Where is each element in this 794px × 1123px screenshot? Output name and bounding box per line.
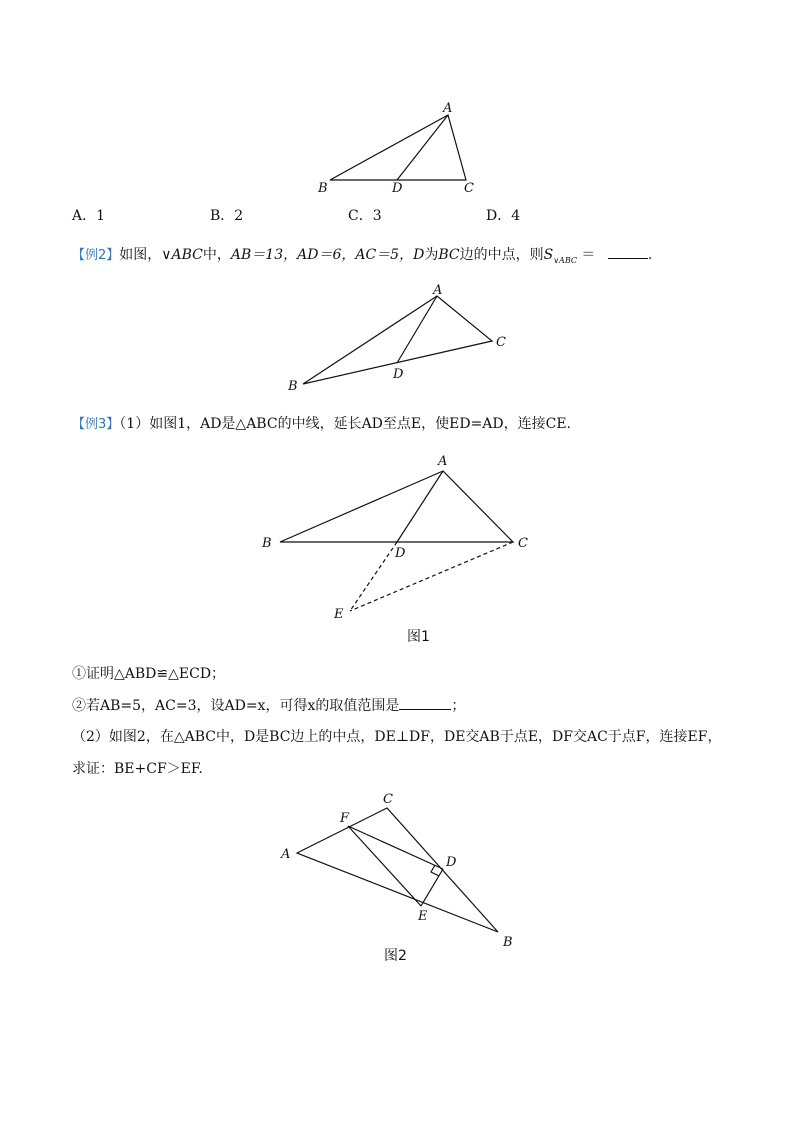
ex2-area-symbol: S <box>543 247 554 263</box>
ex2-bc: BC <box>438 247 460 263</box>
answer-blank[interactable] <box>608 244 648 259</box>
ex2-given: AB＝13，AD＝6，AC＝5， <box>230 247 414 263</box>
triangle-abc-fig2 <box>297 808 498 932</box>
example3-tag: 【例3】 <box>72 417 120 432</box>
label-d: D <box>392 181 403 196</box>
example3-part1 <box>72 414 571 435</box>
label-c: C <box>496 335 506 350</box>
example2-tag: 【例2】 <box>72 248 120 263</box>
segment-df <box>348 826 443 869</box>
question-1: ①证明△ABD≌△ECD； <box>72 666 226 682</box>
figure2-caption: 图2 <box>384 948 407 964</box>
choice-a[interactable]: A．1 <box>72 208 106 224</box>
ex2-text-d: 边的中点，则 <box>459 247 544 263</box>
figure1-caption: 图1 <box>407 629 430 645</box>
label-d: D <box>393 367 404 382</box>
ex2-area-subscript: ∨ABC <box>553 255 577 265</box>
ex2-area-eq: ＝ <box>581 247 596 263</box>
label-a: A <box>433 283 443 298</box>
label-d: D <box>395 546 406 561</box>
label-a: A <box>438 454 448 469</box>
label-b: B <box>288 379 298 394</box>
question-2-text: ②若AB=5，AC=3，设AD=x，可得x的取值范围是 <box>72 698 400 714</box>
segment-ef <box>348 826 421 906</box>
label-e: E <box>334 607 344 622</box>
ex2-text-c: 为 <box>424 247 439 263</box>
choice-c[interactable]: C．3 <box>348 208 382 224</box>
label-d: D <box>446 855 457 870</box>
label-e: E <box>418 909 428 924</box>
label-a: A <box>443 101 453 116</box>
part2-line1: （2）如图2，在△ABC中，D是BC边上的中点，DE⊥DF，DE交AB于点E，DF交AC于点F，连接EF， <box>72 729 722 745</box>
ex2-d-var: D <box>413 247 425 263</box>
label-b: B <box>262 536 272 551</box>
ex2-end: . <box>647 247 653 263</box>
ex2-text-a: 如图， <box>119 247 162 263</box>
answer-blank[interactable] <box>399 695 451 710</box>
label-b: B <box>503 935 513 950</box>
example3-part1-text: （1）如图1，AD是△ABC的中线，延长AD至点E，使ED=AD，连接CE. <box>119 416 572 432</box>
choice-d[interactable]: D．4 <box>486 208 521 224</box>
question-2-end: ； <box>451 698 466 714</box>
segment-de <box>421 869 443 906</box>
label-f: F <box>340 811 350 826</box>
ex2-triangle: ∨ABC <box>161 247 203 263</box>
part2-line2: 求证：BE+CF＞EF. <box>72 761 203 777</box>
question-2 <box>72 695 465 716</box>
triangle-abc-fig1 <box>280 471 513 542</box>
median-ad-top <box>397 115 448 180</box>
choice-b[interactable]: B．2 <box>210 208 244 224</box>
label-c: C <box>383 792 393 807</box>
ex2-text-b: 中， <box>202 247 231 263</box>
triangle-abc-top <box>330 115 466 180</box>
median-ad-ex2 <box>397 296 437 363</box>
label-a: A <box>281 847 291 862</box>
label-c: C <box>464 181 474 196</box>
segment-ce-fig1 <box>350 542 513 611</box>
extension-de-fig1 <box>350 542 397 611</box>
label-b: B <box>318 181 328 196</box>
label-c: C <box>518 536 528 551</box>
example2-question <box>72 244 652 271</box>
